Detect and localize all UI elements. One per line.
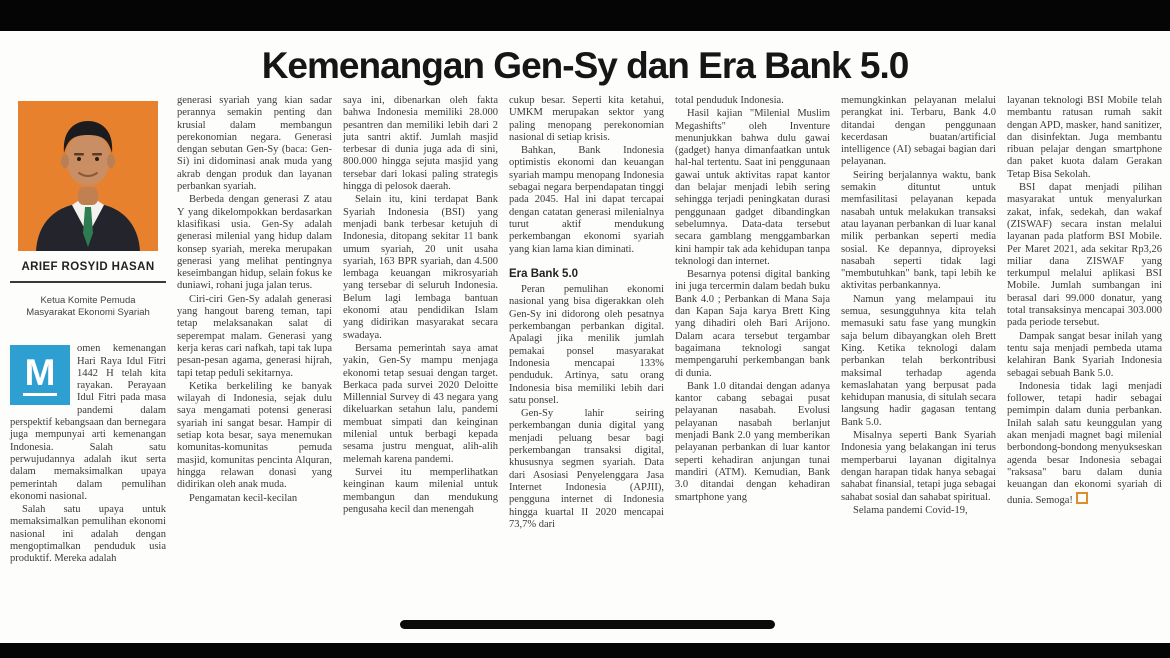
article-paragraph: layanan teknologi BSI Mobile telah membantu ratusan rumah sakit dengan APD, masker, hand sanitizer, dan disinfektan. Juga membantu ribuan pelajar dengan smartphone dan paket kuota dalam Gerakan Tetap Bisa Sekolah. bbox=[1007, 95, 1162, 180]
author-role: Ketua Komite Pemuda Masyarakat Ekonomi Syariah bbox=[26, 295, 150, 319]
article-paragraph: Bersama pemerintah saya amat yakin, Gen-Sy mampu menjaga ekonomi tetap sesuai dengan target. Berkaca pada survei 2020 Deloitte Millennial Survey di 43 negara yang dikeluarkan setahun lalu, pandemi membuat simpati dan keinginan milenial untuk berbagi kepada sesama justru menguat, alih-alih melemah karena pandemi. bbox=[343, 342, 498, 465]
article-paragraph: Indonesia tidak lagi menjadi follower, tetapi hadir sebagai pemimpin dalam dunia perbankan. Inilah salah satu keunggulan yang akan menjadi magnet bagi milenial berbondong-bondong menyukseskan agenda besar Indonesia sebagai "raksasa" baru dalam dunia keuangan dan ekonomi syariah di dunia. Semoga! bbox=[1007, 380, 1162, 506]
article-paragraph: Ketika berkeliling ke banyak wilayah di Indonesia, sejak dulu saya mengamati potensi generasi syariah ini sangat besar. Hampir di setiap kota besar, saya menemukan komunitas-komunitas pemuda masjid, komunitas pencinta Alquran, hingga relawan donasi yang didirikan oleh anak muda. bbox=[177, 380, 332, 491]
article-paragraph: Namun yang melampaui itu semua, sesungguhnya kita telah memasuki satu fase yang mungkin saja belum dibayangkan oleh Brett King. Ketika teknologi dalam perbankan telah berkontribusi maksimal terhadap agenda kemaslahatan yang berpusat pada kehidupan manusia, di situlah secara langsung hadir gagasan tentang Bank 5.0. bbox=[841, 293, 996, 428]
column-3 bbox=[509, 95, 664, 567]
article-paragraph: generasi syariah yang kian sadar perannya semakin penting dan krusial dalam membangun perekonomian negara. Generasi dengan sebutan Gen-Sy (baca: Gen-Si) ini didominasi anak muda yang akrab dengan produk dan layanan perbankan syariah. bbox=[177, 95, 332, 193]
article-paragraph: Berbeda dengan generasi Z atau Y yang dikelompokkan berdasarkan klasifikasi usia. Gen-Sy adalah generasi milenial yang hidup dalam konsep syariah, mereka merupakan generasi yang melihat pentingnya keseimbangan hidup, selain fokus ke duniawi, rohani juga jalan terus. bbox=[177, 194, 332, 292]
dropcap-block bbox=[10, 345, 70, 405]
article-paragraph: total penduduk Indonesia. bbox=[675, 95, 784, 106]
article-paragraph: Selama pandemi Covid-19, bbox=[853, 504, 968, 516]
article-paragraph: Survei itu memperlihatkan keinginan kaum milenial untuk membangun dan mendukung pengusaha kecil dan menengah bbox=[343, 466, 498, 515]
dropcap-underline bbox=[23, 393, 57, 396]
column-6 bbox=[1007, 95, 1162, 567]
article-paragraph: memungkinkan pelayanan melalui perangkat ini. Terbaru, Bank 4.0 ditandai dengan penggunaan kecerdasan buatan/artificial intelligence (AI) sebagai bagian dari pelayanan. bbox=[841, 95, 996, 168]
author-name: ARIEF ROSYID HASAN bbox=[21, 261, 155, 273]
article-paragraph: Peran pemulihan ekonomi nasional yang bisa digerakkan oleh Gen-Sy ini didorong oleh pesatnya perkembangan perbankan digital. Apalagi jika menilik jumlah pemakai ponsel masyarakat Indonesia mencapai 133% penduduk. Artinya, satu orang Indonesia bisa memiliki lebih dari satu ponsel. bbox=[509, 284, 664, 406]
column-author bbox=[10, 95, 166, 567]
article-paragraph: saya ini, dibenarkan oleh fakta bahwa Indonesia memiliki 28.000 pesantren dan memiliki lebih dari 2 juta santri aktif. Jumlah masjid terbesar di dunia juga ada di sini, 800.000 hingga sejuta masjid yang tersebar dari lokasi paling strategis hingga di pelosok daerah. bbox=[343, 95, 498, 193]
article-paragraph: BSI dapat menjadi pilihan masyarakat untuk menyalurkan zakat, infak, sedekah, dan wakaf (ZISWAF) secara instan melalui layanan pada platform BSI Mobile. Per Maret 2021, ada sekitar Rp3,26 miliar dana ZISWAF yang terkumpul melalui aplikasi BSI Mobile. Jumlah sumbangan ini berasal dari 99.000 donatur, yang total transaksinya mencapai 303.000 pada periode tersebut. bbox=[1007, 182, 1162, 329]
bottom-letterbox-bar bbox=[0, 643, 1170, 658]
column-4 bbox=[675, 95, 830, 567]
article-paragraph: Seiring berjalannya waktu, bank semakin dituntut untuk memfasilitasi pelayanan kepada nasabah untuk melakukan transaksi atau layanan perbankan di luar kanal milik perbankan seperti media sosial. Ke depannya, diproyeksi nasabah seperti tidak lagi "membutuhkan" bank, tapi lebih ke aktivitas perbankannya. bbox=[841, 169, 996, 292]
article-end-mark-icon bbox=[1076, 492, 1088, 504]
article-paragraph: Dampak sangat besar inilah yang tentu saja menjadi pembeda utama kelahiran Bank Syariah Indonesia sebagai sebuah Bank 5.0. bbox=[1007, 330, 1162, 379]
article-paragraph: M omen kemenangan Hari Raya Idul Fitri 1442 H telah kita rayakan. Perayaan Idul Fitri pada masa pandemi dalam perspektif kebangsaan dan bernegara juga mempunyai arti kemenangan Indonesia. Salah satu perwujudannya adalah ikut serta dalam memaksimalkan upaya pemerintah dalam pemulihan ekonomi nasional. bbox=[10, 343, 166, 502]
article-paragraph: Pengamatan kecil-kecilan bbox=[189, 492, 298, 504]
column-1 bbox=[177, 95, 332, 567]
article-paragraph: Bahkan, Bank Indonesia optimistis ekonomi dan keuangan syariah mampu menopang Indonesia sebagai negara berpendapatan tinggi pada 2045. Hal ini dapat tercapai dengan catatan generasi milenialnya turut aktif mendukung perkembangan ekonomi syariah yang kian lama kian diminati. bbox=[509, 145, 664, 255]
top-letterbox-bar bbox=[0, 0, 1170, 32]
section-subhead: Era Bank 5.0 bbox=[509, 267, 579, 280]
article-paragraph: Bank 1.0 ditandai dengan adanya kantor cabang sebagai pusat pelayanan nasabah. Evolusi pelayanan nasabah berlanjut menjadi Bank 2.0 yang memberikan pelayanan perbankan di luar kantor seperti kehadiran anjungan tunai mandiri (ATM). Kemudian, Bank 3.0 ditandai dengan kehadiran smartphone yang bbox=[675, 380, 830, 503]
author-photo bbox=[18, 101, 158, 251]
home-indicator-handle[interactable] bbox=[400, 620, 775, 629]
article-paragraph: Gen-Sy lahir seiring perkembangan dunia digital yang menjadi peluang besar bagi perkembangan transaksi digital, khususnya segmen syariah. Data dari Asosiasi Penyelenggara Jasa Internet Indonesia (APJII), pengguna internet di Indonesia hingga kuartal II 2020 mencapai 73,7% dari bbox=[509, 408, 664, 530]
dropcap-letter: M bbox=[24, 351, 56, 393]
article-paragraph: Besarnya potensi digital banking ini juga tercermin dalam bedah buku Bank 4.0 ; Perbankan di Mana Saja dan Kapan Saja karya Brett King yang dihadiri oleh Bari Arijono. Dalam acara tersebut tergambar bagaimana teknologi sangat mempengaruhi perkembangan bank di dunia. bbox=[675, 269, 830, 379]
newspaper-page bbox=[0, 31, 1170, 643]
article-paragraph: Ciri-ciri Gen-Sy adalah generasi yang hangout bareng teman, tapi tetap melaksanakan salat di seperempat malam. Generasi yang kerja keras cari nafkah, tapi tak lupa pesan-pesan agama, generasi hijrah, tapi tetap peduli sekitarnya. bbox=[177, 293, 332, 379]
article-headline: Kemenangan Gen-Sy dan Era Bank 5.0 bbox=[261, 45, 909, 86]
column-2 bbox=[343, 95, 498, 567]
author-divider bbox=[10, 281, 166, 283]
article-columns bbox=[0, 93, 1170, 567]
article-paragraph: Selain itu, kini terdapat Bank Syariah Indonesia (BSI) yang menjadi bank terbesar ketujuh di Indonesia, ditopang sekitar 11 bank umum syariah, 20 unit usaha syariah, 163 BPR syariah, dan 4.500 lembaga keuangan mikrosyariah yang tersebar di seluruh Indonesia. Belum lagi lembaga bantuan ekonomi atau pendidikan Islam yang didirikan masyarakat secara swadaya. bbox=[343, 194, 498, 341]
article-paragraph: cukup besar. Seperti kita ketahui, UMKM merupakan sektor yang paling menopang perekonomian nasional di setiap krisis. bbox=[509, 95, 664, 143]
column-5 bbox=[841, 95, 996, 567]
article-paragraph: Salah satu upaya untuk memaksimalkan pemulihan ekonomi nasional ini adalah dengan mengoptimalkan penduduk usia produktif. Mereka adalah bbox=[10, 504, 166, 565]
article-paragraph: Misalnya seperti Bank Syariah Indonesia yang belakangan ini terus memperbarui layanan digitalnya dengan harapan tidak hanya sebagai sahabat finansial, tetapi juga sebagai sahabat sosial dan sahabat spiritual. bbox=[841, 430, 996, 503]
article-paragraph: Hasil kajian "Milenial Muslim Megashifts" oleh Inventure menunjukkan bahwa dulu gawai (gadget) hanya dimanfaatkan untuk hal-hal tertentu. Saat ini penggunaan gawai untuk aktivitas rapat kantor dan belajar menjadi lebih sering sehingga terjadi peningkatan durasi penggunaan gadget dibandingkan sebelumnya. Data-data tersebut secara gamblang menggambarkan kini hampir tak ada kehidupan tanpa teknologi dan internet. bbox=[675, 108, 830, 267]
